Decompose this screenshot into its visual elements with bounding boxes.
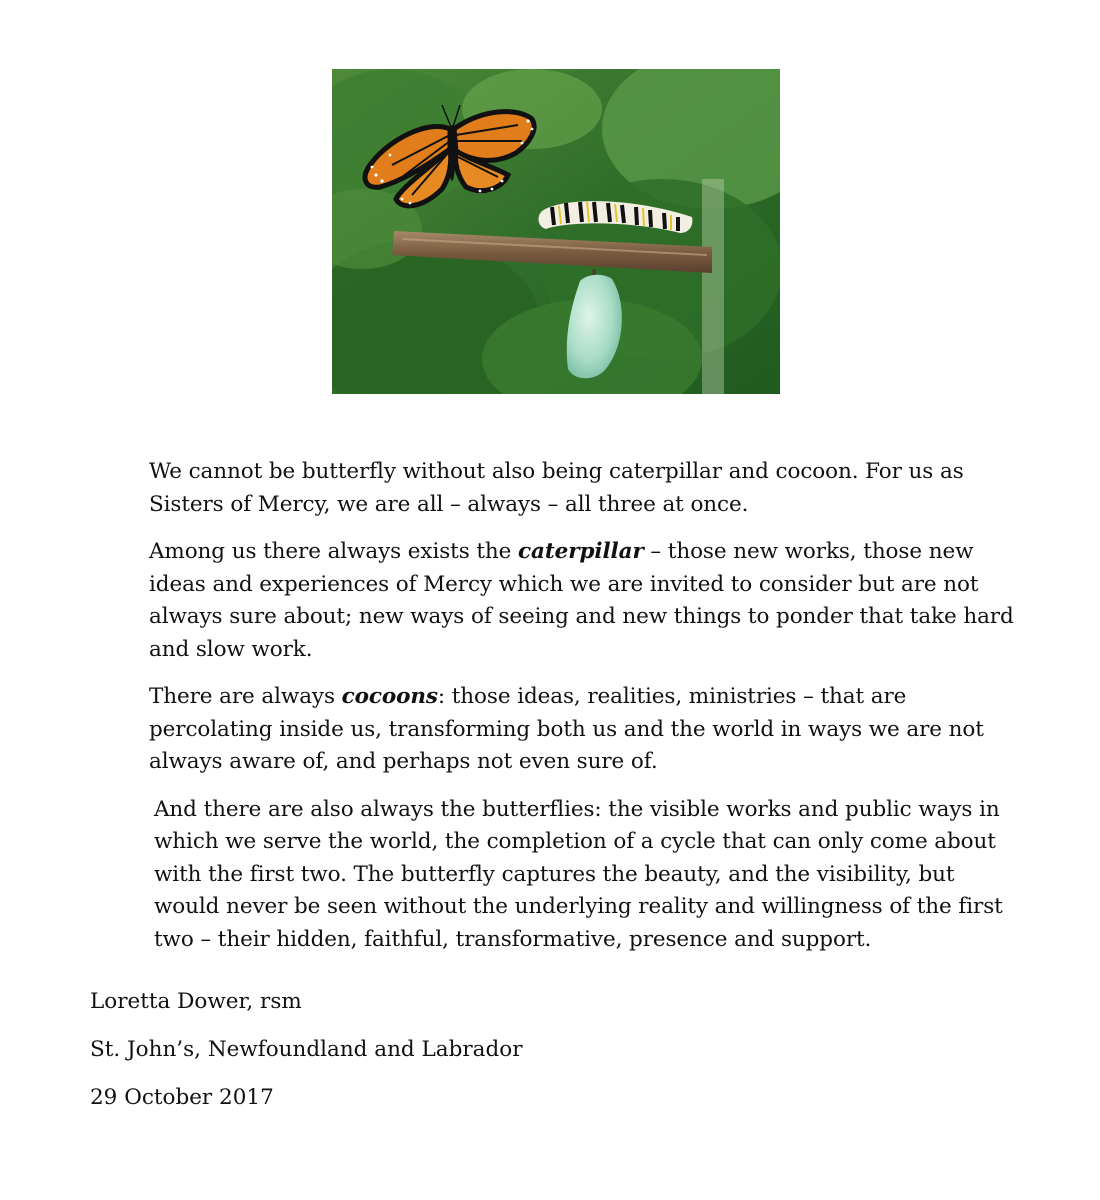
paragraph-2-rest: – those new works, those new ideas and experiences of Mercy which we are invited to consider but are not always sure about; new ways of seeing and new things to ponder that take hard and slow work. [149, 539, 1014, 662]
butterfly-photo [332, 69, 780, 394]
paragraph-1-text: We cannot be butterfly without also being caterpillar and cocoon. For us as Sisters of Mercy, we are all – always – all three at once. [149, 459, 964, 517]
paragraph-3 [90, 681, 1025, 779]
signature-location: St. John’s, Newfoundland and Labrador [90, 1037, 523, 1062]
body-text [90, 456, 1025, 971]
paragraph-2-lead: Among us there always exists the [149, 539, 519, 564]
paragraph-4-text: And there are also always the butterflies: the visible works and public ways in which we serve the world, the completion of a cycle that can only come about with the first two. The butterfly captures the beauty, and the visibility, but would never be seen without the underlying reality and willingness of the first two – their hidden, faithful, transformative, presence and support. [154, 796, 1003, 952]
caterpillar-emphasis: caterpillar [518, 539, 644, 564]
paragraph-3-lead: There are always [149, 684, 342, 709]
paragraph-4 [90, 794, 1025, 957]
signature-date: 29 October 2017 [90, 1085, 274, 1110]
paragraph-1 [90, 456, 1025, 521]
signature-author: Loretta Dower, rsm [90, 989, 302, 1014]
cocoons-emphasis: cocoons [341, 684, 438, 709]
paragraph-2 [90, 536, 1025, 666]
paragraph-3-rest: : those ideas, realities, ministries – that are percolating inside us, transforming both us and the world in ways we are not always aware of, and perhaps not even sure of. [149, 684, 984, 774]
